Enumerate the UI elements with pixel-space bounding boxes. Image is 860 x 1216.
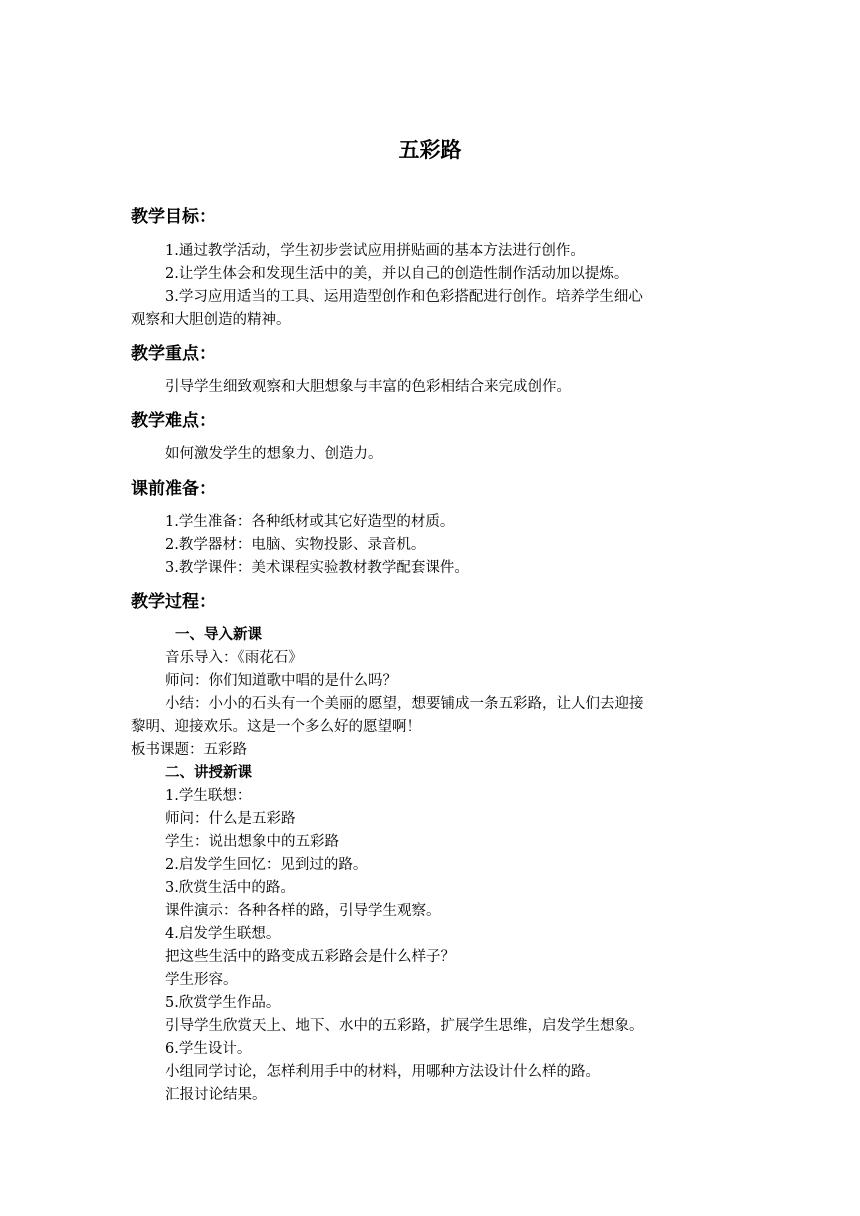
prep-line-2: 2.教学器材：电脑、实物投影、录音机。 [165,537,426,553]
process-part1-title: 一、导入新课 [175,627,262,643]
heading-process: 教学过程： [131,592,216,612]
part1-line-4: 黎明、迎接欢乐。这是一个多么好的愿望啊！ [131,719,421,735]
part1-line-3: 小结：小小的石头有一个美丽的愿望，想要铺成一条五彩路，让人们去迎接 [165,696,644,712]
part2-line-11: 引导学生欣赏天上、地下、水中的五彩路，扩展学生思维，启发学生想象。 [165,1018,644,1034]
part2-line-13: 小组同学讨论，怎样利用手中的材料，用哪种方法设计什么样的路。 [165,1064,600,1080]
part2-line-5: 3.欣赏生活中的路。 [165,880,295,896]
goal-line-4: 观察和大胆创造的精神。 [131,312,291,328]
part2-line-3: 学生：说出想象中的五彩路 [165,834,339,850]
heading-goals: 教学目标： [131,207,216,227]
heading-difficulty: 教学难点： [131,411,216,431]
key-line-1: 引导学生细致观察和大胆想象与丰富的色彩相结合来完成创作。 [165,379,571,395]
part1-line-2: 师问：你们知道歌中唱的是什么吗？ [165,673,397,689]
part2-line-9: 学生形容。 [165,972,238,988]
part1-line-1: 音乐导入：《雨花石》 [165,650,303,666]
heading-key: 教学重点： [131,344,216,364]
goal-line-1: 1.通过教学活动，学生初步尝试应用拼贴画的基本方法进行创作。 [165,243,585,259]
part2-line-7: 4.启发学生联想。 [165,926,281,942]
difficulty-line-1: 如何激发学生的想象力、创造力。 [165,446,383,462]
heading-prep: 课前准备： [131,479,216,499]
part2-line-4: 2.启发学生回忆：见到过的路。 [165,857,368,873]
part1-line-5: 板书课题：五彩路 [131,742,247,758]
part2-line-12: 6.学生设计。 [165,1041,252,1057]
goal-line-2: 2.让学生体会和发现生活中的美，并以自己的创造性制作活动加以提炼。 [165,266,629,282]
process-part2-title: 二、讲授新课 [165,765,252,781]
document-title: 五彩路 [398,138,462,162]
part2-line-14: 汇报讨论结果。 [165,1087,267,1103]
part2-line-8: 把这些生活中的路变成五彩路会是什么样子？ [165,949,455,965]
prep-line-3: 3.教学课件：美术课程实验教材教学配套课件。 [165,560,469,576]
goal-line-3: 3.学习应用适当的工具、运用造型创作和色彩搭配进行创作。培养学生细心 [165,289,643,305]
part2-line-1: 1.学生联想： [165,788,252,804]
part2-line-2: 师问：什么是五彩路 [165,811,296,827]
part2-line-6: 课件演示：各种各样的路，引导学生观察。 [165,903,441,919]
part2-line-10: 5.欣赏学生作品。 [165,995,281,1011]
prep-line-1: 1.学生准备：各种纸材或其它好造型的材质。 [165,514,455,530]
